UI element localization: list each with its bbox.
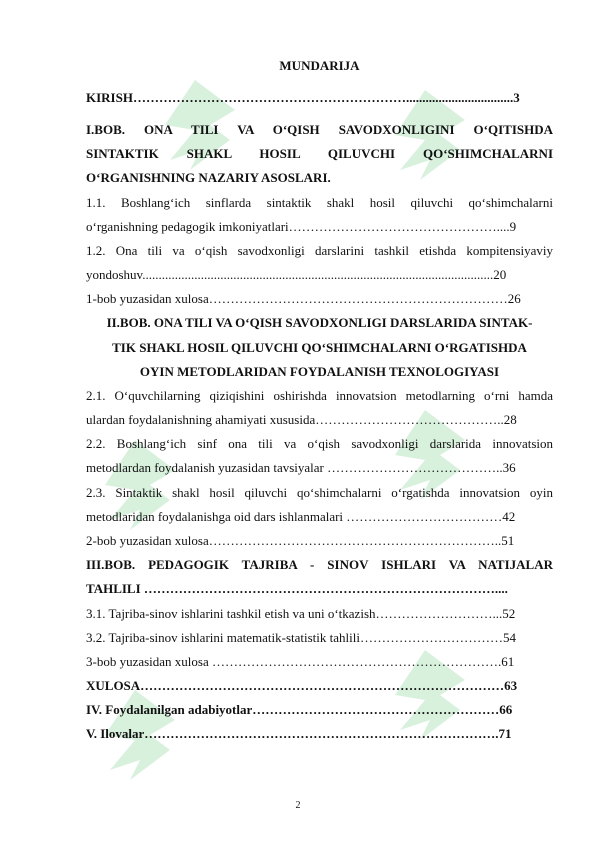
toc-chapter-2-heading: II.BOB. ONA TILI VA O‘QISH SAVODXONLIGI DARSLARIDA SINTAK- bbox=[106, 315, 533, 330]
toc-chapter-3-heading: TAHLILI ……………………………………………………………………….... bbox=[86, 581, 508, 596]
toc-entry-1-2: 1.2. Ona tili va o‘qish savodxonligi darslarini tashkil etishda kompitensiyaviy bbox=[86, 243, 553, 258]
toc-chapter-1-heading: I.BOB. ONA TILI VA O‘QISH SAVODXONLIGINI O‘QITISHDA bbox=[86, 122, 553, 137]
toc-entry-3-2: 3.2. Tajriba-sinov ishlarini matematik-statistik tahlili……………………………54 bbox=[86, 630, 516, 645]
toc-entry-2-1: ulardan foydalanishning ahamiyati xususida……………………………………..28 bbox=[86, 412, 517, 427]
toc-title: MUNDARIJA bbox=[279, 58, 360, 73]
toc-chapter-1-heading: SINTAKTIK SHAKL HOSIL QILUVCHI QO‘SHIMCHALARNI bbox=[86, 146, 553, 161]
toc-entry-2-1: 2.1. O‘quvchilarning qiziqishini oshirishda innovatsion metodlarning o‘rni hamda bbox=[86, 388, 553, 403]
toc-entry-ilovalar: V. Ilovalar……………………………………………………………………….71 bbox=[86, 726, 512, 741]
toc-entry-adabiyotlar: IV. Foydalanilgan adabiyotlar…………………………………………………66 bbox=[86, 702, 513, 717]
toc-entry-3-1: 3.1. Tajriba-sinov ishlarini tashkil etish va uni o‘tkazish………………………...52 bbox=[86, 606, 516, 621]
toc-entry-kirish: KIRISH……………………………………………………….................................3 bbox=[86, 90, 520, 105]
toc-entry-2-2: 2.2. Boshlang‘ich sinf ona tili va o‘qish savodxonligi darslarida innovatsion bbox=[86, 436, 553, 451]
toc-entry-1-summary: 1-bob yuzasidan xulosa……………………………………………………………26 bbox=[86, 291, 521, 306]
page-number: 2 bbox=[295, 800, 301, 811]
toc-entry-2-2: metodlardan foydalanish yuzasidan tavsiyalar …………………………………..36 bbox=[86, 460, 516, 475]
toc-chapter-3-heading: III.BOB. PEDAGOGIK TAJRIBA - SINOV ISHLARI VA NATIJALAR bbox=[86, 557, 553, 572]
toc-entry-1-1: 1.1. Boshlang‘ich sinflarda sintaktik shakl hosil qiluvchi qo‘shimchalarni bbox=[86, 195, 553, 210]
toc-entry-1-2: yondoshuv............................................................................................................20 bbox=[86, 267, 507, 282]
toc-chapter-1-heading: O‘RGANISHNING NAZARIY ASOSLARI. bbox=[86, 170, 331, 185]
toc-chapter-2-heading: OYIN METODLARIDAN FOYDALANISH TEXNOLOGIYASI bbox=[139, 364, 500, 379]
toc-chapter-2-heading: TIK SHAKL HOSIL QILUVCHI QO‘SHIMCHALARNI O‘RGATISHDA bbox=[112, 340, 527, 355]
toc-entry-2-summary: 2-bob yuzasidan xulosa…………………………………………………………..51 bbox=[86, 533, 515, 548]
toc-entry-1-1: o‘rganishning pedagogik imkoniyatlari…………………………………………....9 bbox=[86, 219, 517, 234]
toc-entry-2-3: 2.3. Sintaktik shakl hosil qiluvchi qo‘shimchalarni o‘rgatishda innovatsion oyin bbox=[86, 485, 553, 500]
toc-entry-2-3: metodlaridan foydalanishga oid dars ishlanmalari ………………………………42 bbox=[86, 509, 516, 524]
toc-entry-xulosa: XULOSA…………………………………………………………………………63 bbox=[86, 678, 518, 693]
toc-entry-3-summary: 3-bob yuzasidan xulosa ………………………………………………………….61 bbox=[86, 654, 515, 669]
